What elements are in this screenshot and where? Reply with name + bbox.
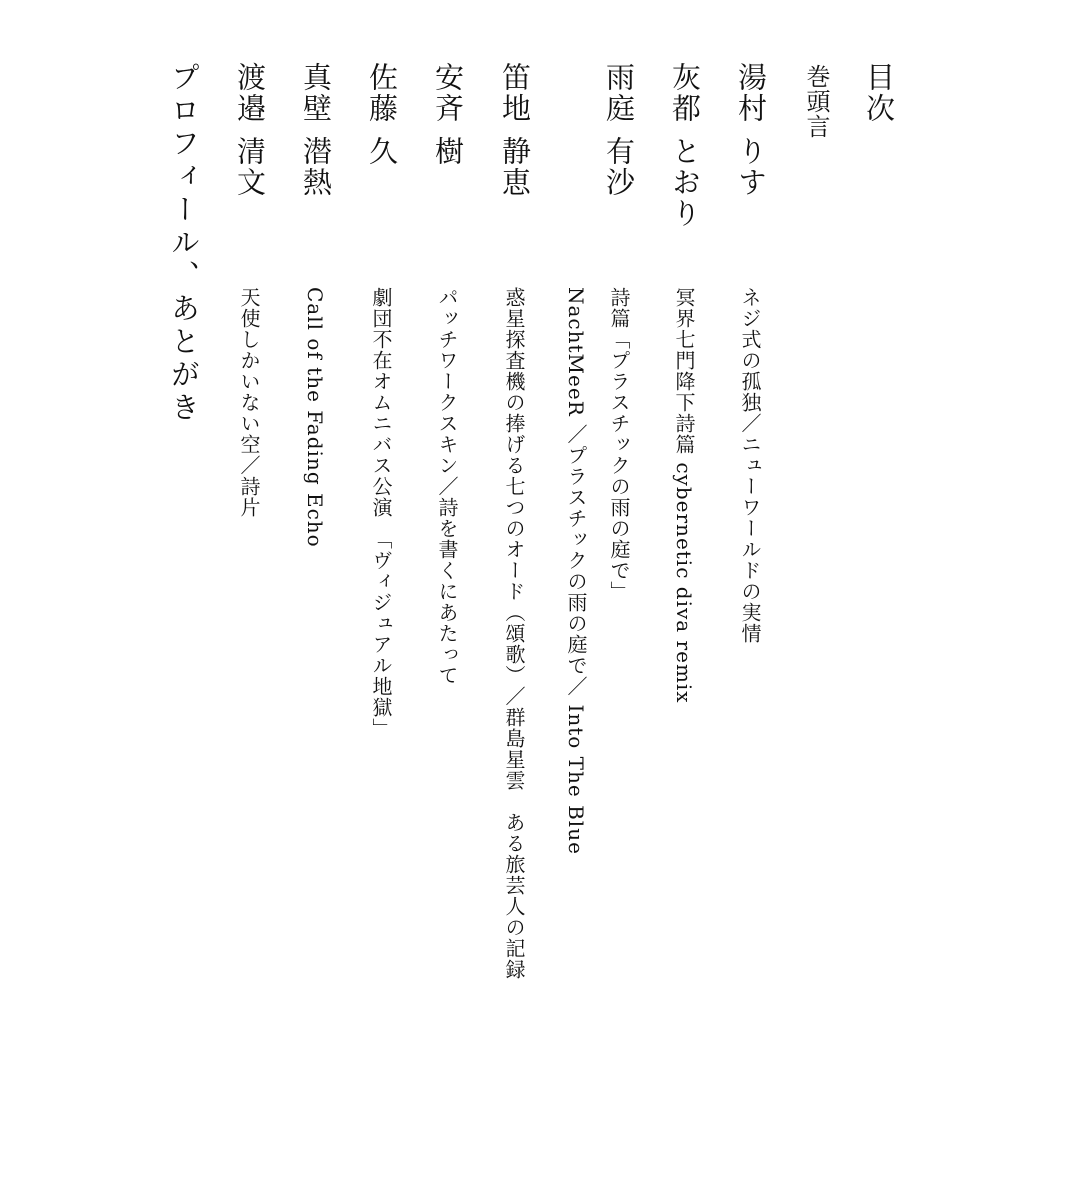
author-surname: 笛地 xyxy=(498,62,532,124)
toc-heading: 目次 xyxy=(862,62,896,124)
toc-work-title: NachtMeeR ／プラスチックの雨の庭で／ Into The Blue xyxy=(564,287,588,855)
toc-author xyxy=(602,62,636,198)
toc-author xyxy=(299,62,333,198)
author-surname: 雨庭 xyxy=(602,62,636,124)
toc-work-title: Call of the Fading Echo xyxy=(303,287,327,548)
author-surname: 佐藤 xyxy=(365,62,399,124)
toc-work-title: 劇団不在オムニバス公演 「ヴィジュアル地獄」 xyxy=(369,287,393,739)
toc-work-title: ネジ式の孤独／ニューワールドの実情 xyxy=(738,287,762,644)
author-given: とおり xyxy=(668,136,702,229)
author-surname: 安斉 xyxy=(431,62,465,124)
toc-work-title: 冥界七門降下詩篇 cybernetic diva remix xyxy=(672,287,696,704)
author-given: 静恵 xyxy=(498,136,532,198)
author-given: 清文 xyxy=(233,136,267,198)
toc-work-title: 天使しかいない空／詩片 xyxy=(237,287,261,518)
toc-foreword: 巻頭言 xyxy=(802,64,830,139)
toc-author xyxy=(668,62,702,229)
author-surname: 湯村 xyxy=(734,62,768,124)
author-given: 有沙 xyxy=(602,136,636,198)
author-given: りす xyxy=(734,136,768,198)
toc-work-title: パッチワークスキン／詩を書くにあたって xyxy=(435,287,459,686)
author-surname: 灰都 xyxy=(668,62,702,124)
author-given: 樹 xyxy=(431,136,465,167)
toc-author xyxy=(734,62,768,198)
toc-closing: プロフィール、あとがき xyxy=(167,62,201,425)
toc-author xyxy=(431,62,465,167)
author-surname: 真壁 xyxy=(299,62,333,124)
author-surname: 渡邉 xyxy=(233,62,267,124)
toc-author xyxy=(365,62,399,167)
toc-author xyxy=(498,62,532,198)
toc-work-title: 詩篇「プラスチックの雨の庭で」 xyxy=(607,287,631,602)
toc-author xyxy=(233,62,267,198)
toc-work-title: 惑星探査機の捧げる七つのオード（頌歌）／群島星雲 ある旅芸人の記録 xyxy=(502,287,526,980)
author-given: 潜熱 xyxy=(299,136,333,198)
author-given: 久 xyxy=(365,136,399,167)
